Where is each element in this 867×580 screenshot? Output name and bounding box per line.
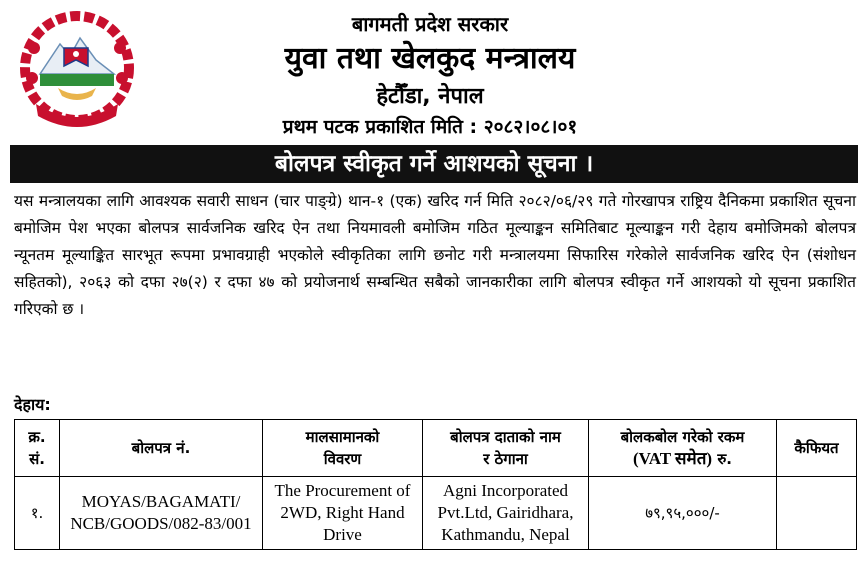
header-bidder — [423, 420, 589, 477]
bid-table — [14, 419, 857, 550]
header-serial-line2: सं. — [29, 450, 45, 468]
cell-bid-number: MOYAS/BAGAMATI/ NCB/GOODS/082-83/001 — [60, 477, 263, 550]
notice-title: बोलपत्र स्वीकृत गर्ने आशयको सूचना । — [10, 145, 858, 183]
header-remarks: कैफियत — [777, 420, 857, 477]
table-header-row — [15, 420, 857, 477]
header-description-line2: विवरण — [323, 450, 362, 468]
table-row — [15, 477, 857, 550]
nepal-emblem-icon — [18, 8, 136, 136]
header-amount-line1: बोलकबोल गरेको रकम — [620, 428, 745, 446]
cell-bidder: Agni Incorporated Pvt.Ltd, Gairidhara, Kathmandu, Nepal — [423, 477, 589, 550]
cell-description: The Procurement of 2WD, Right Hand Drive — [263, 477, 423, 550]
cell-remarks — [777, 477, 857, 550]
header-serial-line1: क्र. — [28, 428, 46, 446]
header-bidder-line1: बोलपत्र दाताको नाम — [450, 428, 561, 446]
header-bidder-line2: र ठेगाना — [483, 450, 528, 468]
header-amount — [589, 420, 777, 477]
cell-serial-number: १. — [15, 477, 60, 550]
ministry-name: युवा तथा खेलकुद मन्त्रालय — [284, 41, 576, 76]
header-description-line1: मालसामानको — [305, 428, 380, 446]
first-published-date: प्रथम पटक प्रकाशित मिति : २०८२।०८।०१ — [282, 116, 578, 138]
header-description — [263, 420, 423, 477]
dehay-label: देहाय: — [14, 395, 51, 414]
header-amount-line2 — [593, 448, 772, 470]
office-location: हेटौँडा, नेपाल — [376, 84, 484, 109]
cell-amount: ७९,९५,०००/- — [589, 477, 777, 550]
header-bid-number: बोलपत्र नं. — [60, 420, 263, 477]
header-amount-vat: (VAT समेत) — [633, 449, 713, 468]
government-name: बागमती प्रदेश सरकार — [351, 12, 509, 36]
header-serial-number — [15, 420, 60, 477]
notice-header — [0, 0, 867, 145]
header-amount-rs: रु. — [717, 450, 732, 468]
notice-paragraph: यस मन्त्रालयका लागि आवश्यक सवारी साधन (चार पाङ्ग्रे) थान-१ (एक) खरिद गर्न मिति २०८२/०६/२९ गते गोरखापत्र राष्ट्रिय दैनिकमा प्रकाशित सूचना बमोजिम पेश भएका बोलपत्र सार्वजनिक खरिद ऐन तथा नियमावली बमोजिम गठित मूल्याङ्कन समितिबाट मूल्याङ्कन गरी देहाय बमोजिमको बोलपत्र न्यूनतम मूल्याङ्कित सारभूत रूपमा प्रभावग्राही भएकोले स्वीकृतिका लागि छनोट गरी मन्त्रालयमा सिफारिस गरेकोले सार्वजनिक खरिद ऐन (संशोधन सहितको), २०६३ को दफा २७(२) र दफा ४७ को प्रयोजनार्थ सम्बन्धित सबैको जानकारीका लागि बोलपत्र स्वीकृत गर्ने आशयको यो सूचना प्रकाशित गरिएको छ । — [14, 192, 856, 318]
